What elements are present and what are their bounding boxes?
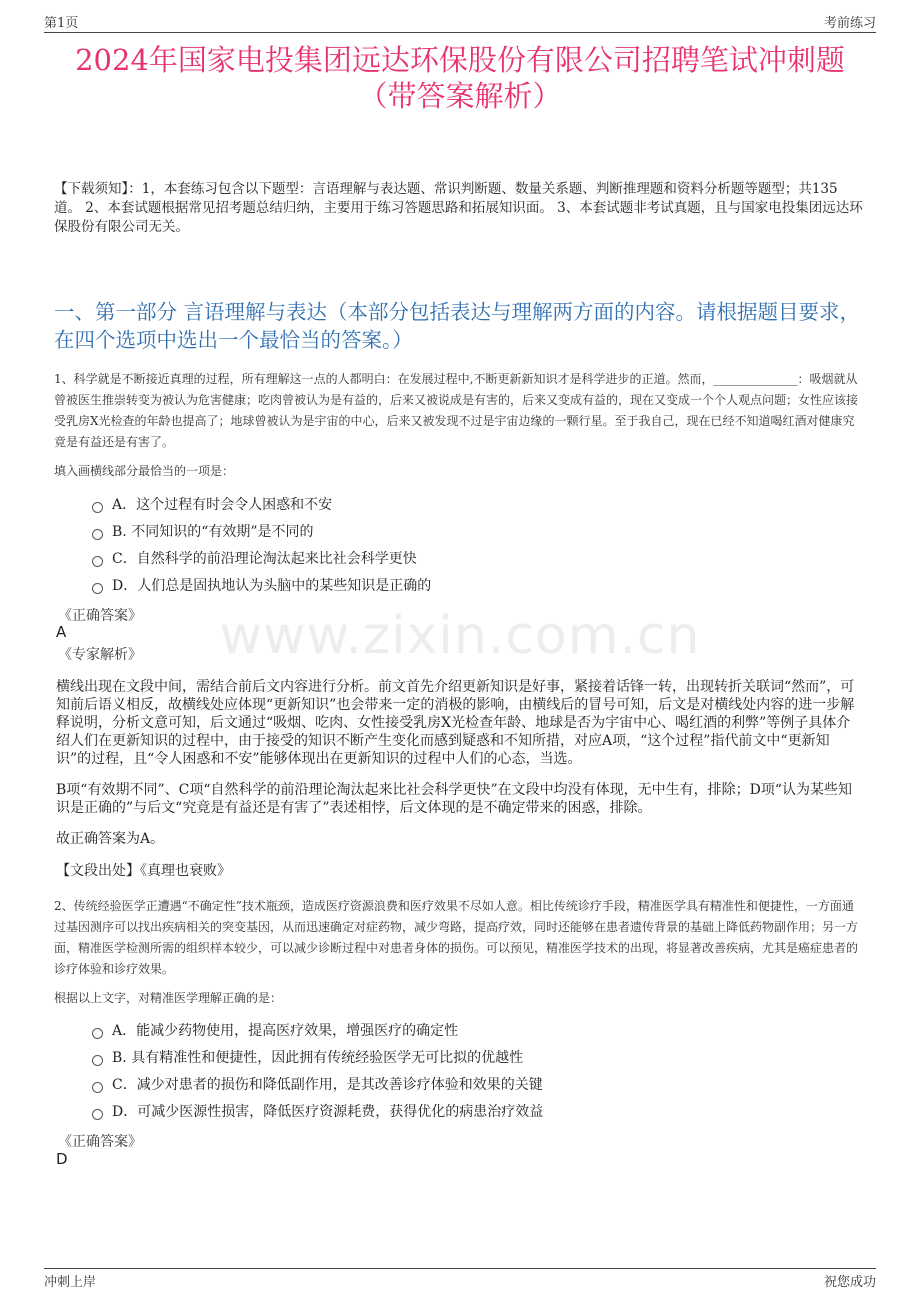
q2-option-b[interactable] <box>92 1047 523 1067</box>
question-2-text: 2、传统经验医学正遭遇“不确定性”技术瓶颈，造成医疗资源浪费和医疗效果不尽如人意。相比传统诊疗手段，精准医学具有精准性和便捷性，一方面通过基因测序可以找出疾病相关的突变基因，从而迅速确定对症药物，减少弯路，提高疗效，同时还能够在患者遗传背景的基础上降低药物副作用；另一方面，精准医学检测所需的组织样本较少，可以减少诊断过程中对患者身体的损伤。可以预见，精准医学技术的出现，将显著改善疾病，尤其是癌症患者的诊疗体验和诊疗效果。 <box>54 899 859 976</box>
question-1-prompt: 填入画横线部分最恰当的一项是： <box>54 464 235 478</box>
question-2-prompt: 根据以上文字，对精准医学理解正确的是： <box>54 991 283 1005</box>
option-label: A．这个过程有时会令人困惑和不安 <box>112 497 333 513</box>
footer-left: 冲刺上岸 <box>44 1275 97 1290</box>
radio-icon[interactable] <box>92 1109 103 1120</box>
title-line-1: 2024年国家电投集团远达环保股份有限公司招聘笔试冲刺题 <box>75 43 845 77</box>
option-label: C．减少对患者的损伤和降低副作用，是其改善诊疗体验和效果的关键 <box>112 1077 543 1093</box>
radio-icon[interactable] <box>92 1055 103 1066</box>
option-label: C．自然科学的前沿理论淘汰起来比社会科学更快 <box>112 551 417 567</box>
option-label: D．人们总是固执地认为头脑中的某些知识是正确的 <box>112 578 432 594</box>
q1-analysis-paragraph: B项“有效期不同”、C项“自然科学的前沿理论淘汰起来比社会科学更快”在文段中均没有体现，无中生有，排除；D项“认为某些知识是正确的”与后文“究竟是有益还是有害了”表述相悖，后文体现的是不确定带来的困惑，排除。 <box>56 782 853 816</box>
radio-icon[interactable] <box>92 1028 103 1039</box>
document-title <box>44 42 876 114</box>
q2-option-d[interactable] <box>92 1101 543 1121</box>
radio-icon[interactable] <box>92 583 103 594</box>
q1-answer-label: 《正确答案》 <box>58 608 142 624</box>
radio-icon[interactable] <box>92 1082 103 1093</box>
q1-option-d[interactable] <box>92 575 431 595</box>
q1-option-b[interactable] <box>92 521 314 541</box>
q1-option-c[interactable] <box>92 548 417 568</box>
q1-analysis-conclusion: 故正确答案为A。 <box>56 831 165 847</box>
option-label: D．可减少医源性损害，降低医疗资源耗费，获得优化的病患治疗效益 <box>112 1104 544 1120</box>
q1-option-a[interactable] <box>92 494 332 514</box>
option-label: B. 具有精准性和便捷性，因此拥有传统经验医学无可比拟的优越性 <box>112 1050 524 1066</box>
option-label: B. 不同知识的“有效期”是不同的 <box>112 524 314 540</box>
option-label: A．能减少药物使用，提高医疗效果，增强医疗的确定性 <box>112 1023 459 1039</box>
footer-right: 祝您成功 <box>823 1275 876 1290</box>
question-1-text: 1、科学就是不断接近真理的过程，所有理解这一点的人都明白：在发展过程中,不断更新新知识才是科学进步的正道。然而，______________：吸烟就从曾被医生推崇转变为被认为危害健康；吃肉曾被认为是有益的，后来又被说成是有害的，后来又变成有益的，现在又变成一个个人观点问题；女性应该接受乳房X光检查的年龄也提高了；地球曾被认为是宇宙的中心，后来又被发现不过是宇宙边缘的一颗行星。至于我自己，现在已经不知道喝红酒对健康究竟是有益还是有害了。 <box>54 372 859 449</box>
title-line-2: （带答案解析） <box>358 79 562 113</box>
q2-option-c[interactable] <box>92 1074 543 1094</box>
q2-option-a[interactable] <box>92 1020 458 1040</box>
q1-analysis-paragraph: 横线出现在文段中间，需结合前后文内容进行分析。前文首先介绍更新知识是好事，紧接着话锋一转，出现转折关联词“然而”，可知前后语义相反，故横线处应体现“更新知识”也会带来一定的消极的影响，由横线后的冒号可知，后文是对横线处内容的进一步解释说明，分析文意可知，后文通过“吸烟、吃肉、女性接受乳房X光检查年龄、地球是否为宇宙中心、喝红酒的利弊”等例子具体介绍人们在更新知识的过程中，由于接受的知识不断产生变化而感到疑惑和不知所措，对应A项，“这个过程”指代前文中“更新知识”的过程，且“令人困惑和不安”能够体现出在更新知识的过程中人们的心态，当选。 <box>56 679 855 767</box>
header-tag: 考前练习 <box>823 16 876 31</box>
section-heading: 一、第一部分 言语理解与表达（本部分包括表达与理解两方面的内容。请根据题目要求，在四个选项中选出一个最恰当的答案。） <box>54 300 861 352</box>
radio-icon[interactable] <box>92 529 103 540</box>
radio-icon[interactable] <box>92 502 103 513</box>
q2-answer: D <box>56 1150 68 1168</box>
header-divider <box>44 32 876 33</box>
q2-answer-label: 《正确答案》 <box>58 1134 142 1150</box>
page-number: 第1页 <box>44 16 79 31</box>
footer-divider <box>44 1268 876 1269</box>
q1-answer: A <box>56 623 67 641</box>
radio-icon[interactable] <box>92 556 103 567</box>
q1-analysis-label: 《专家解析》 <box>58 647 142 663</box>
watermark: www.zixin.com.cn <box>219 606 701 666</box>
download-notice: 【下载须知】：1，本套练习包含以下题型：言语理解与表达题、常识判断题、数量关系题、判断推理题和资料分析题等题型；共135道。 2、本套试题根据常见招考题总结归纳，主要用于练习答题思路和拓展知识面。 3、本套试题非考试真题，且与国家电投集团远达环保股份有限公司无关。 <box>54 181 863 235</box>
q1-source: 【文段出处】《真理也衰败》 <box>56 863 231 879</box>
